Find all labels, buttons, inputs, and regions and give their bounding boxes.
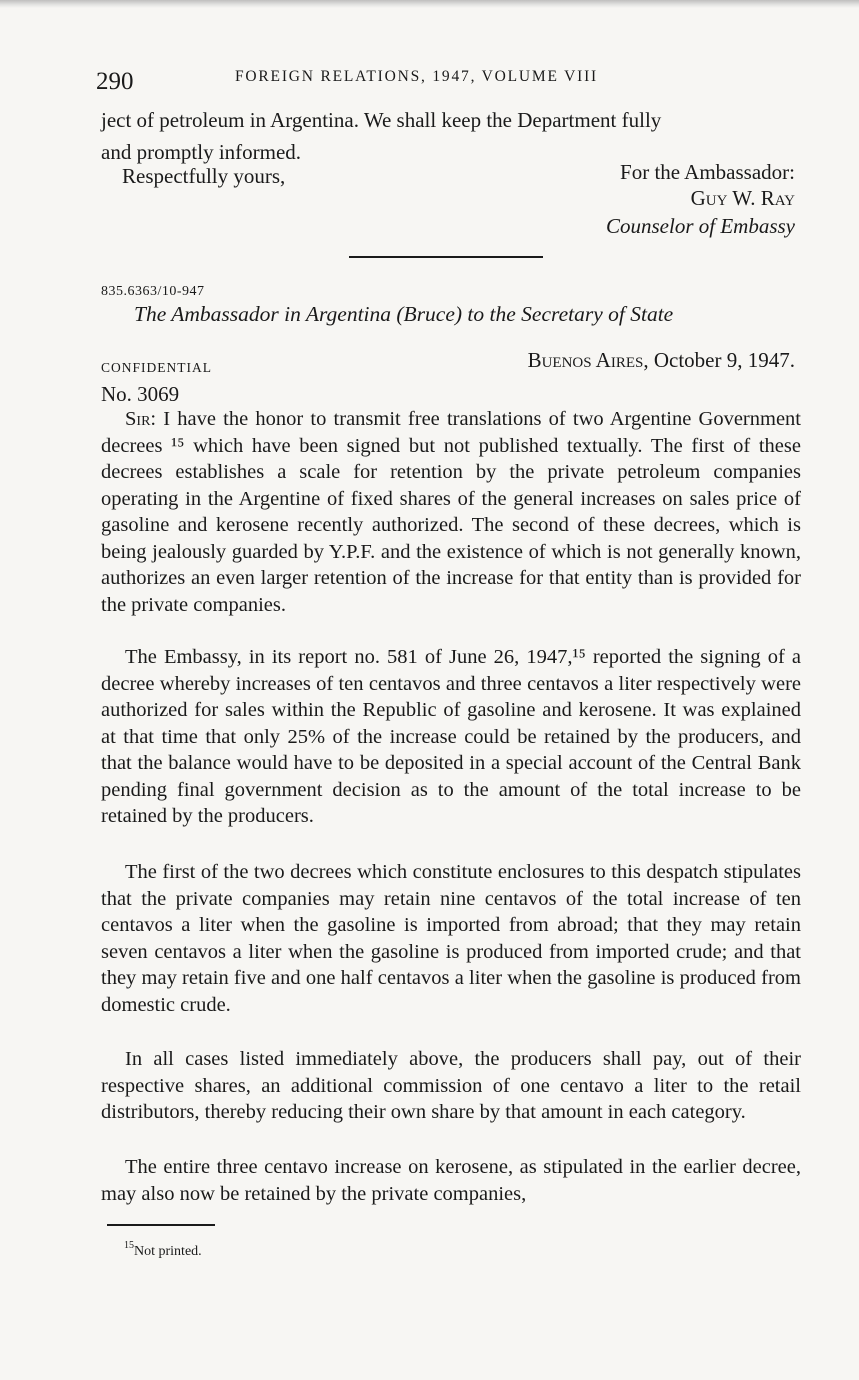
signer-name: Guy W. Ray [690,186,795,210]
despatch-number: No. 3069 [101,382,180,406]
paragraph-3-text: The first of the two decrees which constitute enclosures to this despatch stipulates that the private companies may retain nine centavos of the total increase of ten centavos a liter when the gasoline is imported from abroad; that they may retain seven centavos a liter when the gasoline is produced from imported crude; and that they may retain five and one half centavos a liter when the gasoline is produced from domestic crude. [101,861,801,1016]
running-title: FOREIGN RELATIONS, 1947, VOLUME VIII [235,68,599,85]
section-divider [349,256,543,258]
signer-title: Counselor of Embassy [606,214,795,238]
paragraph-1-text: : I have the honor to transmit free translations of two Argentine Government decrees ¹⁵ which have been signed but not published textually. The first of these decrees establishes a scale for retention by the private petroleum companies operating in the Argentine of fixed shares of the general increases on sales price of gasoline and kerosene recently authorized. The second of these decrees, which is being jealously guarded by Y.P.F. and the existence of which is not generally known, authorizes an even larger retention of the increase for that entity than is provided for the private companies. [101,408,801,616]
classification: CONFIDENTIAL [101,360,212,375]
dateline [528,348,795,373]
paragraph-5 [101,1154,801,1207]
page-number: 290 [96,68,134,95]
paragraph-2 [101,644,801,830]
file-number: 835.6363/10-947 [101,284,205,299]
paragraph-2-text: The Embassy, in its report no. 581 of June 26, 1947,¹⁵ reported the signing of a decree whereby increases of ten centavos and three centavos a liter respectively were authorized for sales within the Republic of gasoline and kerosene. It was explained at that time that only 25% of the increase could be retained by the producers, and that the balance would have to be deposited in a special account of the Central Bank pending final government decision as to the amount of the total increase to be retained by the producers. [101,646,801,827]
footnote-marker: 15 [124,1240,134,1251]
salutation: Sir [125,408,151,430]
for-ambassador: For the Ambassador: [620,160,795,184]
document-heading: The Ambassador in Argentina (Bruce) to the Secretary of State [134,302,674,326]
paragraph-1 [101,406,801,618]
footnote [124,1240,202,1260]
place: Buenos Aires [527,348,644,372]
paragraph-4-text: In all cases listed immediately above, the producers shall pay, out of their respective shares, an additional commission of one centavo a liter to the retail distributors, thereby reducing their own share by that amount in each category. [101,1048,801,1123]
paragraph-3 [101,859,801,1018]
date: , October 9, 1947. [643,348,795,372]
prev-text-line-1: ject of petroleum in Argentina. We shall keep the Department fully [101,108,662,132]
paragraph-5-text: The entire three centavo increase on kerosene, as stipulated in the earlier decree, may also now be retained by the private companies, [101,1156,801,1205]
scan-edge [0,0,859,8]
prev-text-line-2: and promptly informed. [101,140,302,164]
closing-phrase: Respectfully yours, [122,164,286,188]
footnote-text: Not printed. [134,1244,202,1259]
paragraph-4 [101,1046,801,1126]
footnote-rule [107,1224,215,1226]
